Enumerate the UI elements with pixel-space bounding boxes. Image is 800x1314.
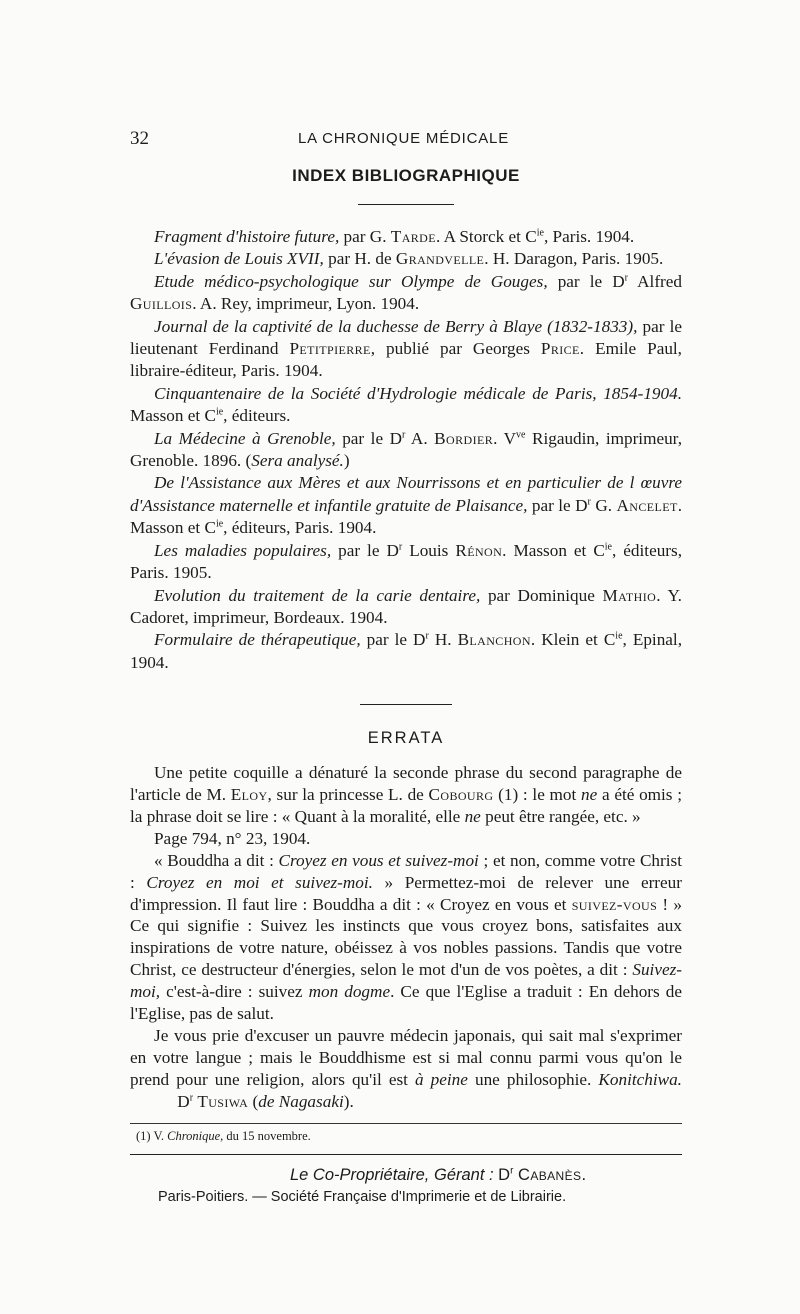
bibliography-entry: L'évasion de Louis XVII, par H. de Grandvelle. H. Daragon, Paris. 1905. — [154, 249, 664, 269]
bibliography-entry: Etude médico-psychologique sur Olympe de Gouges, par le $D^r$ Alfred Guillois. A. Rey, imprimeur, Lyon. 1904. — [130, 271, 682, 314]
bibliography-entry: Cinquantenaire de la Société d'Hydrologie médicale de Paris, 1854-1904. Masson et $C^{ie}$, éditeurs. — [130, 383, 682, 426]
bibliography-entry: Formulaire de thérapeutique, par le $D^r$ H. Blanchon. Klein et $C^{ie}$, Epinal, 1904. — [130, 630, 682, 672]
errata-reference: Page 794, n° 23, 1904. — [154, 828, 311, 848]
bibliography-entry: Fragment d'histoire future, par G. Tarde. A Storck et $C^{ie}$, Paris. 1904. — [154, 227, 635, 246]
page — [130, 128, 682, 1205]
footer-rule — [130, 1154, 682, 1155]
errata-paragraph: « Bouddha a dit : Croyez en vous et suivez-moi ; et non, comme votre Christ : Croyez en moi et suivez-moi. » Permettez-moi de relever une erreur d'impression. Il faut lire : Bouddha a dit : « Croyez en vous et suivez-vous ! » Ce qui signifie : Suivez les instincts que vous croyez bons, satisfaites aux inspirations de votre nature, obéissez à vos nobles passions. Tandis que votre Christ, ce destructeur d'énergies, selon le mot d'un de vos poètes, a dit : Suivez-moi, c'est-à-dire : suivez mon dogme. Ce que l'Eglise a traduit : En dehors de l'Eglise, pas de salut. — [130, 850, 682, 1024]
page-number: 32 — [130, 128, 149, 149]
bibliography-entry: Les maladies populaires, par le $D^r$ Louis Rénon. Masson et $C^{ie}$, éditeurs, Paris. 1905. — [130, 540, 682, 583]
bibliography-entry: La Médecine à Grenoble, par le $D^r$ A. Bordier. $V^{ve}$ Rigaudin, imprimeur, Grenoble. 1896. (Sera analysé.) — [130, 428, 682, 471]
imprint-line: Paris-Poitiers. — Société Française d'Imprimerie et de Librairie. — [158, 1188, 567, 1205]
signature-line: Le Co-Propriétaire, Gérant : $D^r$ Cabanès. — [290, 1165, 587, 1184]
errata-paragraph: Une petite coquille a dénaturé la seconde phrase du second paragraphe de l'article de M. Eloy, sur la princesse L. de Cobourg (1) : le mot ne a été omis ; la phrase doit se lire : « Quant à la moralité, elle ne peut être rangée, etc. » — [130, 763, 682, 826]
errata-paragraph: Je vous prie d'excuser un pauvre médecin japonais, qui sait mal s'exprimer en votre langue ; mais le Bouddhisme est si mal connu parmi vous qu'on le prend pour une religion, alors qu'il est à peine une philosophie. Konitchiwa. $D^r$ Tusiwa (de Nagasaki). — [130, 1026, 682, 1111]
section-rule — [360, 704, 452, 705]
footnote: (1) V. Chronique, du 15 novembre. — [136, 1128, 311, 1143]
bibliography-entry: De l'Assistance aux Mères et aux Nourrissons et en particulier de l œuvre d'Assistance maternelle et infantile gratuite de Plaisance, par le $D^r$ G. Ancelet. Masson et $C^{ie}$, éditeurs, Paris. 1904. — [130, 473, 682, 538]
errata-title: ERRATA — [367, 729, 445, 748]
running-header — [130, 128, 682, 154]
bibliography-list — [130, 226, 682, 674]
title-rule — [358, 204, 454, 205]
bibliography-entry: Journal de la captivité de la duchesse de Berry à Blaye (1832-1833), par le lieutenant Ferdinand Petitpierre, publié par Georges Price. Emile Paul, libraire-éditeur, Paris. 1904. — [130, 316, 682, 381]
bibliography-entry: Evolution du traitement de la carie dentaire, par Dominique Mathio. Y. Cadoret, imprimeur, Bordeaux. 1904. — [130, 585, 682, 627]
running-title: LA CHRONIQUE MÉDICALE — [298, 130, 510, 147]
index-title: INDEX BIBLIOGRAPHIQUE — [292, 166, 520, 185]
footnote-rule — [130, 1123, 682, 1124]
errata-section — [130, 762, 682, 1113]
